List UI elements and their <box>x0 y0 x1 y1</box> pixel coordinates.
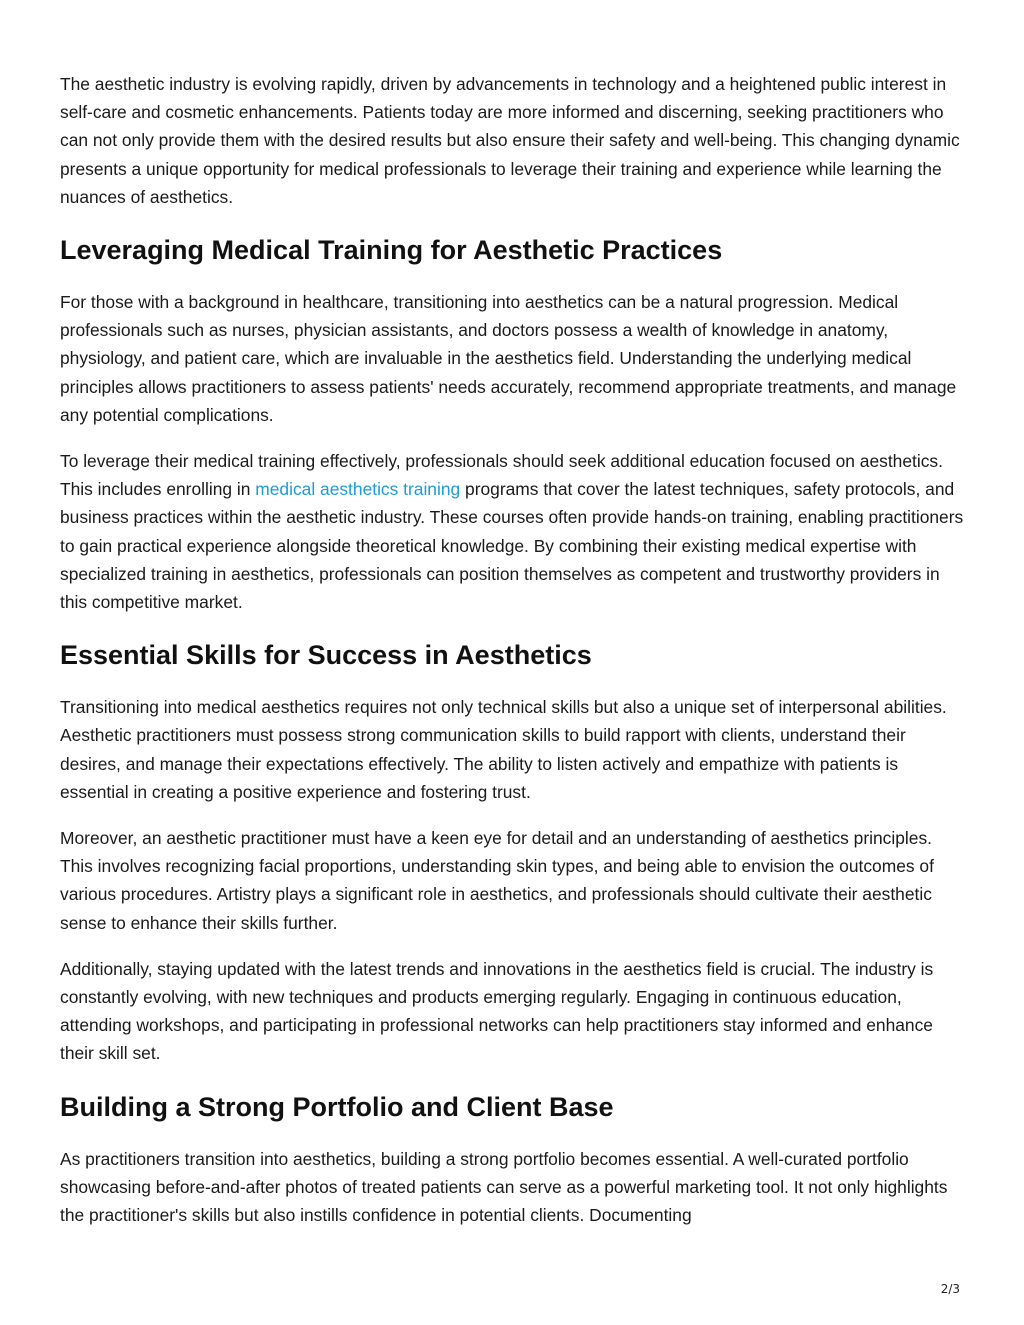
section1-paragraph-2-text-start: To leverage their medical training effectively, professionals should seek additional education focused on aesthetics. This includes enrolling in <box>60 451 943 500</box>
section1-paragraph-1: For those with a background in healthcare, transitioning into aesthetics can be a natural progression. Medical professionals such as nurses, physician assistants, and doctors possess a wealth of knowledge in anatomy, physiology, and patient care, which are invaluable in the aesthetics field. Understanding the underlying medical principles allows practitioners to assess patients' needs accurately, recommend appropriate treatments, and manage any potential complications. <box>60 292 957 425</box>
intro-paragraph: The aesthetic industry is evolving rapidly, driven by advancements in technology and a heightened public interest in self-care and cosmetic enhancements. Patients today are more informed and discerning, seeking practitioners who can not only provide them with the desired results but also ensure their safety and well-being. This changing dynamic presents a unique opportunity for medical professionals to leverage their training and experience while learning the nuances of aesthetics. <box>60 74 960 207</box>
section2-paragraph-1: Transitioning into medical aesthetics requires not only technical skills but also a unique set of interpersonal abilities. Aesthetic practitioners must possess strong communication skills to build rapport with clients, understand their desires, and manage their expectations effectively. The ability to listen actively and empathize with patients is essential in creating a positive experience and fostering trust. <box>60 697 947 802</box>
section-heading-portfolio-client-base: Building a Strong Portfolio and Client Base <box>60 1091 614 1122</box>
page-number: 2/3 <box>940 1282 960 1296</box>
section3-paragraph-1: As practitioners transition into aesthetics, building a strong portfolio becomes essential. A well-curated portfolio showcasing before-and-after photos of treated patients can serve as a powerful marketing tool. It not only highlights the practitioner's skills but also instills confidence in potential clients. Documenting <box>60 1148 948 1226</box>
section1-paragraph-2 <box>60 447 966 616</box>
document-body <box>60 70 966 1247</box>
section1-paragraph-2-text-end: programs that cover the latest techniques, safety protocols, and business practices within the aesthetic industry. These courses often provide hands-on training, enabling practitioners to gain practical experience alongside theoretical knowledge. By combining their existing medical expertise with specialized training in aesthetics, professionals can position themselves as competent and trustworthy providers in this competitive market. <box>60 479 964 613</box>
medical-aesthetics-training-link[interactable]: medical aesthetics training <box>255 479 461 500</box>
section2-paragraph-2: Moreover, an aesthetic practitioner must have a keen eye for detail and an understanding of aesthetics principles. This involves recognizing facial proportions, understanding skin types, and being able to envision the outcomes of various procedures. Artistry plays a significant role in aesthetics, and professionals should cultivate their aesthetic sense to enhance their skills further. <box>60 828 934 933</box>
section-heading-leveraging-medical-training: Leveraging Medical Training for Aesthetic Practices <box>60 235 723 266</box>
section-heading-essential-skills: Essential Skills for Success in Aesthetics <box>60 640 592 671</box>
section2-paragraph-3: Additionally, staying updated with the latest trends and innovations in the aesthetics field is crucial. The industry is constantly evolving, with new techniques and products emerging regularly. Engaging in continuous education, attending workshops, and participating in professional networks can help practitioners stay informed and enhance their skill set. <box>60 958 934 1064</box>
